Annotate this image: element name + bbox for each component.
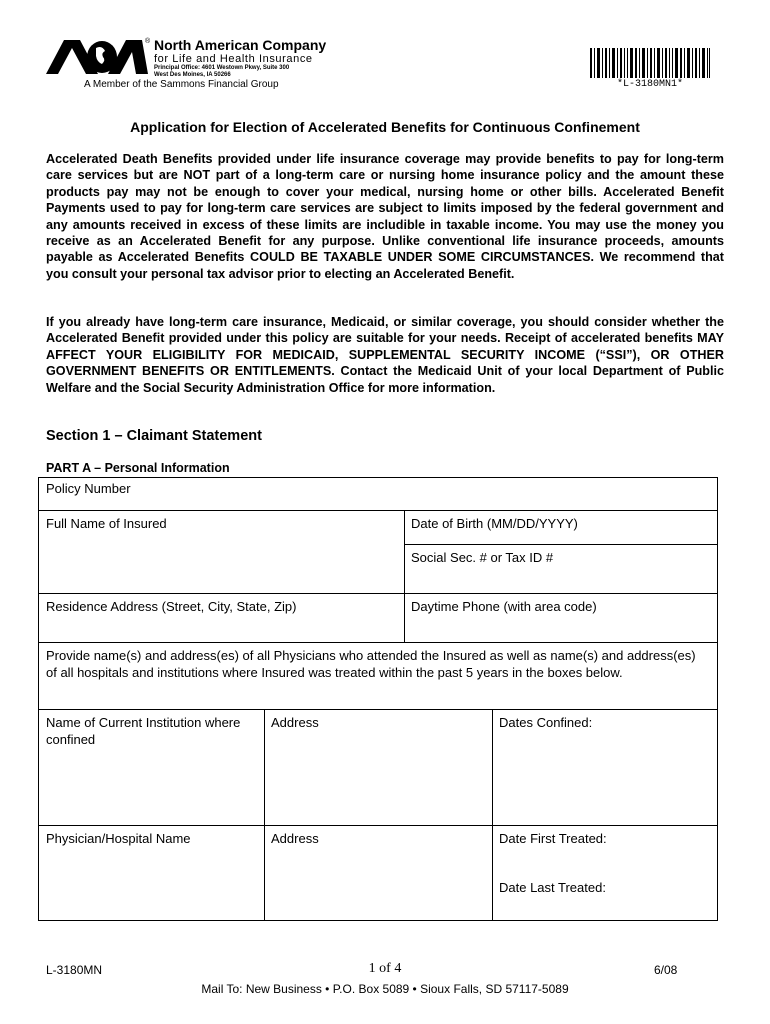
barcode-text: *L-3180MN1* [616,79,683,90]
form-code: L-3180MN [46,963,103,977]
dates-confined-field[interactable] [492,709,717,825]
daytime-phone-label: Daytime Phone (with area code) [411,599,597,614]
company-logo [44,38,151,74]
date-last-treated-label: Date Last Treated: [499,880,606,895]
residence-address-label: Residence Address (Street, City, State, Zip) [46,599,297,614]
company-text [154,38,326,79]
form-title: Application for Election of Accelerated Benefits for Continuous Confinement [130,119,640,135]
date-last-treated-field[interactable] [492,874,717,921]
current-institution-field[interactable] [39,709,259,825]
daytime-phone-field[interactable] [404,593,717,642]
institution-address-field[interactable] [264,709,492,825]
page-number: 1 of 4 [368,961,402,976]
date-first-treated-label: Date First Treated: [499,831,607,846]
office-address-line1: Principal Office: 4601 Westown Pkwy, Suite 300 [154,65,290,71]
barcode-image [590,48,710,78]
member-text: A Member of the Sammons Financial Group [84,79,279,90]
institution-address-label: Address [271,715,319,730]
personal-information-form [38,477,718,921]
disclosure-paragraph-2: If you already have long-term care insurance, Medicaid, or similar coverage, you should consider whether the Accelerated Benefit provided under this policy are suitable for your needs. Receipt of accelerated benefits MAY AFFECT YOUR ELIGIBILITY FOR MEDICAID, SUPPLEMENTAL SECURITY INCOME (“SSI”), OR OTHER GOVERNMENT BENEFITS OR ENTITLEMENTS. Contact the Medicaid Unit of your local Department of Public Welfare and the Social Security Administration Office for more information. [46,315,724,395]
registered-mark: ® [145,38,151,45]
mailing-address: Mail To: New Business • P.O. Box 5089 • Sioux Falls, SD 57117-5089 [201,982,569,996]
dates-confined-label: Dates Confined: [499,715,593,730]
company-name: North American Company [154,37,327,53]
physician-name-field[interactable] [39,825,264,921]
instructions-text: Provide name(s) and address(es) of all Physicians who attended the Insured as well as name(s) and address(es) of all hospitals and institutions where Insured was treated within the past 5 years in the boxes below. [46,648,696,680]
office-address-line2: West Des Moines, IA 50266 [154,72,231,78]
physician-name-label: Physician/Hospital Name [46,831,191,846]
date-of-birth-field[interactable] [404,510,717,544]
date-first-treated-field[interactable] [492,825,717,874]
physician-address-field[interactable] [264,825,492,921]
letterhead [44,36,724,96]
physician-address-label: Address [271,831,319,846]
disclosure-paragraph-1: Accelerated Death Benefits provided under life insurance coverage may provide benefits to pay for long-term care services but are NOT part of a long-term care or nursing home insurance policy and the amount these products pay may not be enough to cover your medical, nursing home or other bills. Accelerated Benefit Payments used to pay for long-term care services are subject to limits imposed by the federal government and any amounts received in excess of these limits are includible in taxable income. You may use the money you receive as an Accelerated Benefit for any purpose. Unlike conventional life insurance proceeds, amounts payable as Accelerated Benefits COULD BE TAXABLE UNDER SOME CIRCUMSTANCES. We recommend that you consult your personal tax advisor prior to electing an Accelerated Benefit. [46,152,724,281]
revision-date: 6/08 [654,963,678,977]
residence-address-field[interactable] [39,593,404,642]
ssn-label: Social Sec. # or Tax ID # [411,550,554,565]
policy-number-field[interactable] [39,478,717,510]
section-title: Section 1 – Claimant Statement [46,428,262,444]
full-name-label: Full Name of Insured [46,516,167,531]
barcode-block [590,48,710,90]
policy-number-label: Policy Number [46,481,131,496]
current-institution-label: Name of Current Institution where confined [46,715,241,747]
company-subtitle: for Life and Health Insurance [154,53,313,65]
ssn-field[interactable] [404,544,717,593]
instructions-cell [39,642,709,709]
full-name-field[interactable] [39,510,404,593]
part-title: PART A – Personal Information [46,461,230,475]
date-of-birth-label: Date of Birth (MM/DD/YYYY) [411,516,578,531]
